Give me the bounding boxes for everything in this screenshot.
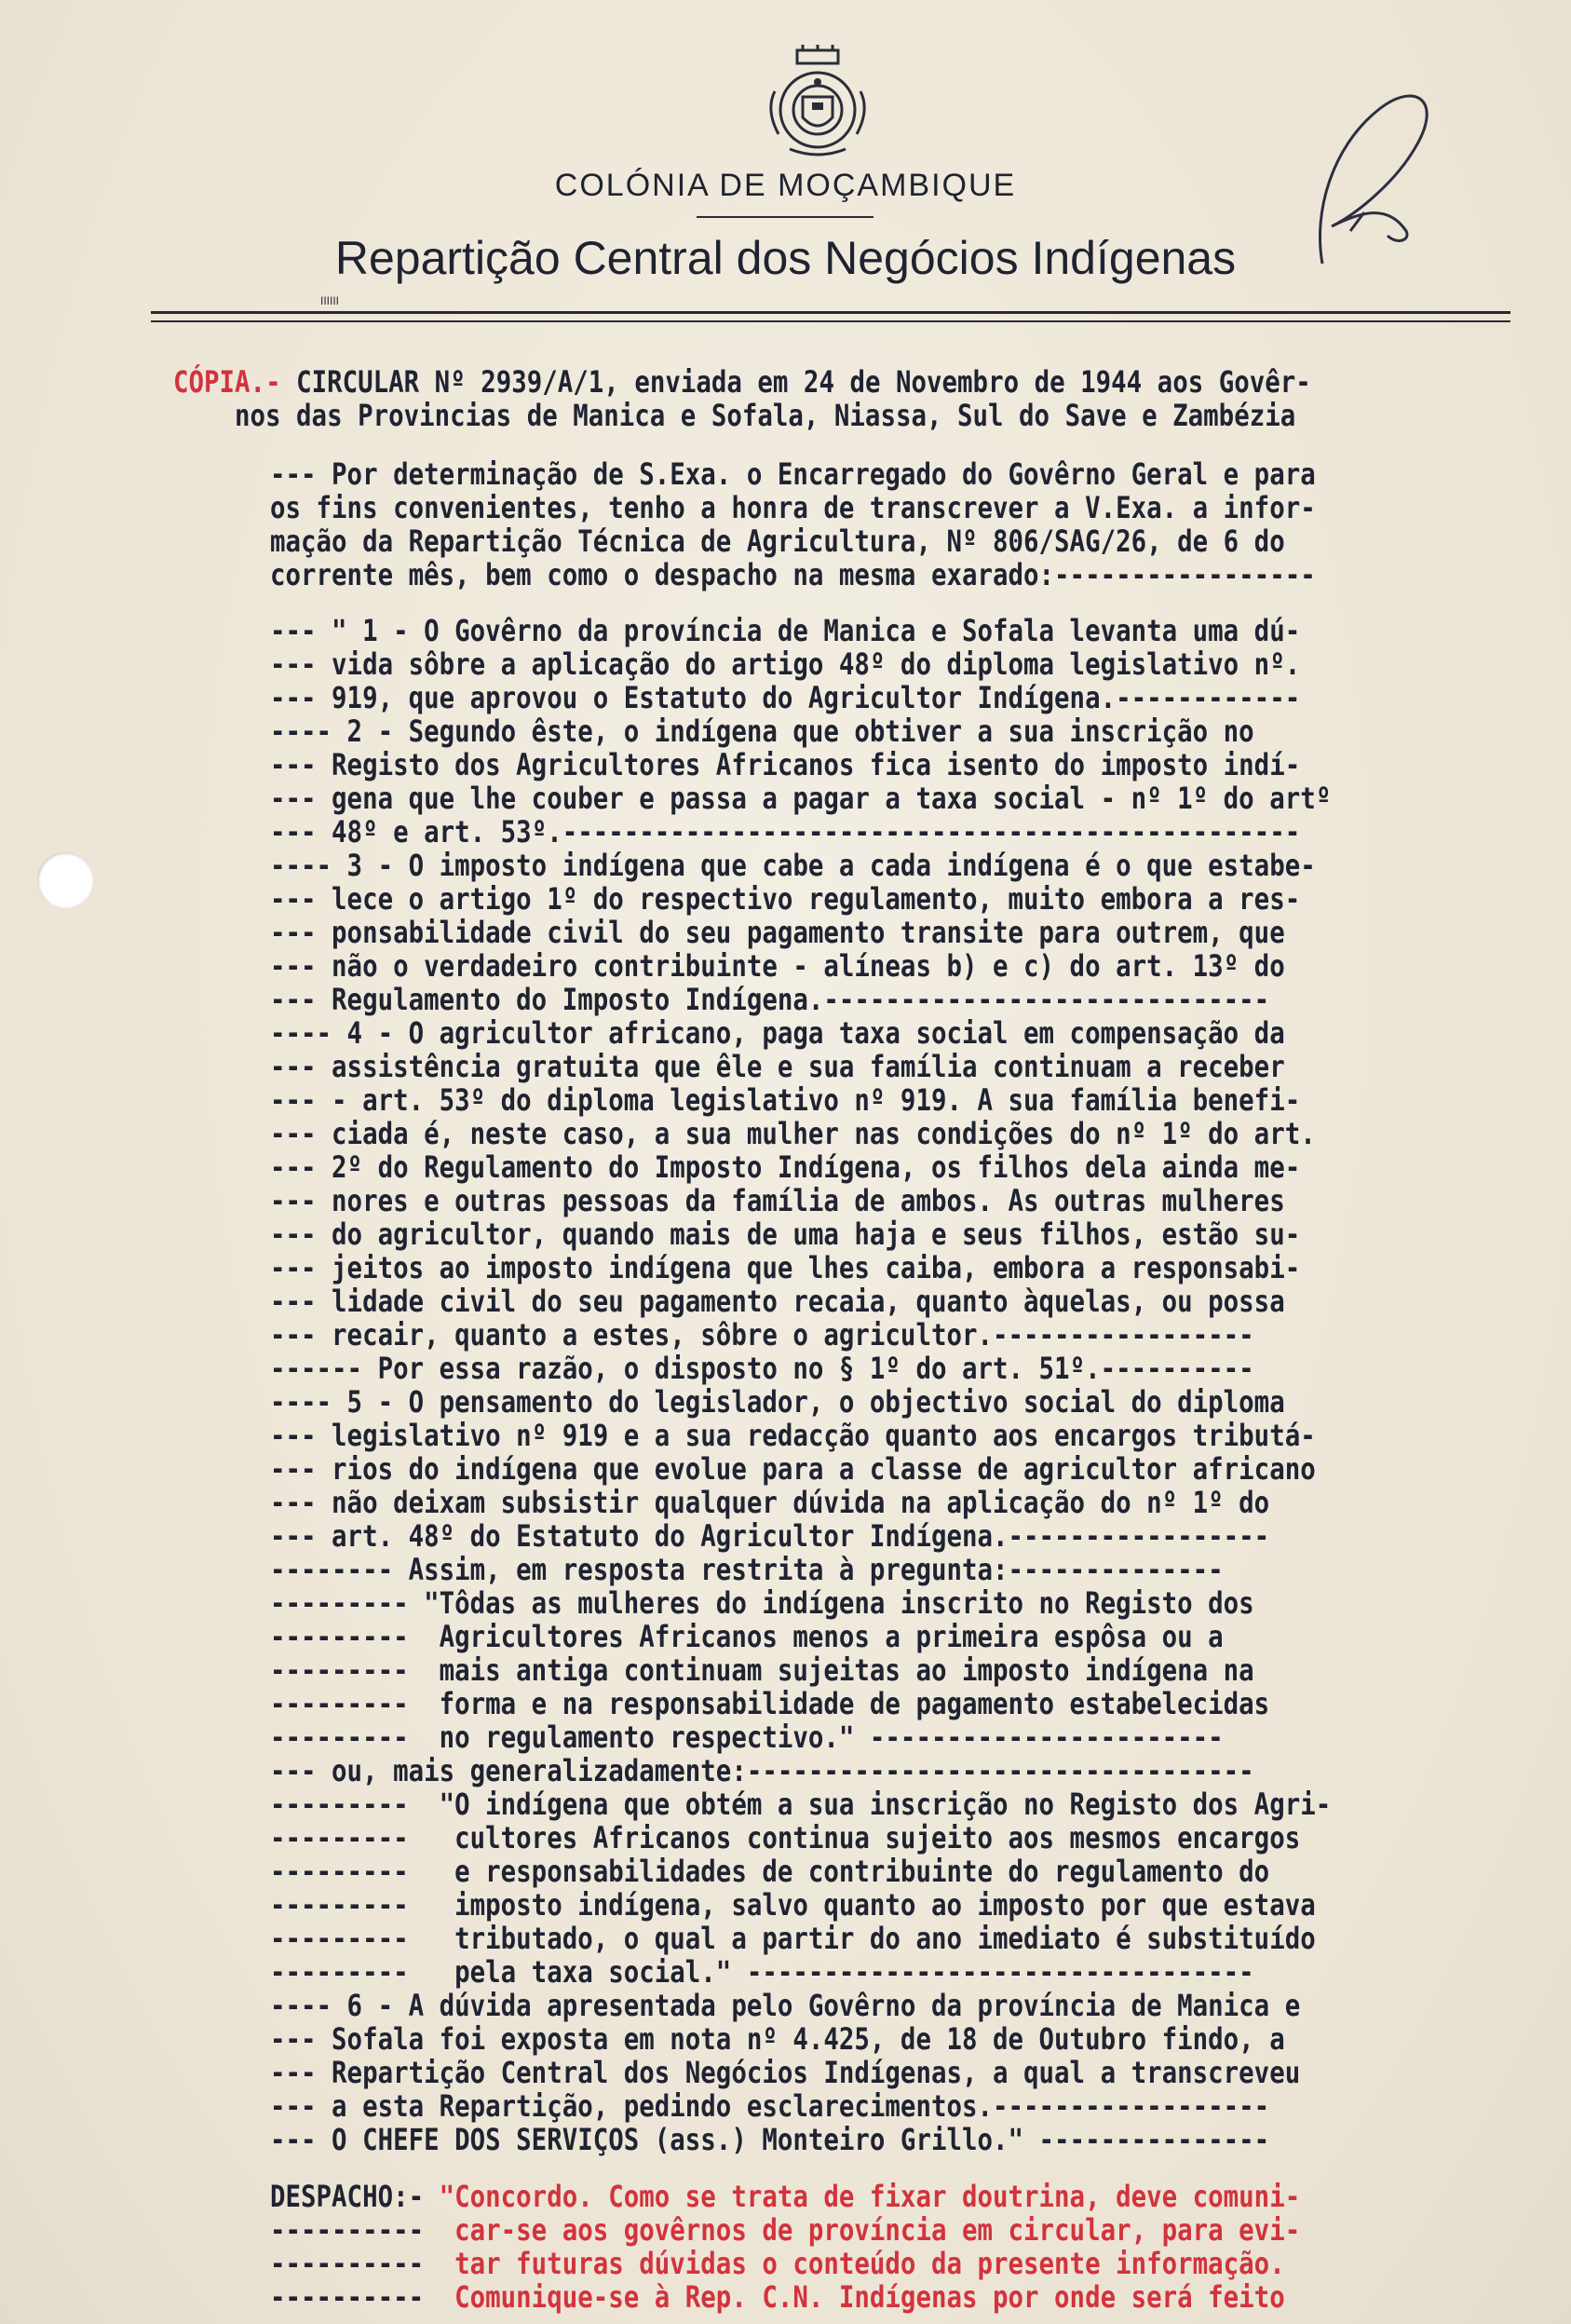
- text-segment: CIRCULAR Nº 2939/A/1, enviada em 24 de Novembro de 1944 aos Govêr-: [296, 364, 1311, 400]
- header-rule-bottom: [151, 320, 1510, 322]
- text-line: [270, 1217, 1300, 1251]
- text-segment: --- jeitos ao imposto indígena que lhes caiba, embora a responsabi-: [270, 1250, 1301, 1285]
- text-line: [270, 1553, 1224, 1586]
- text-segment: --- ponsabilidade civil do seu pagamento transite para outrem, que: [270, 915, 1285, 950]
- text-line: [270, 1586, 1254, 1620]
- text-line: [270, 983, 1269, 1016]
- text-line: [270, 681, 1300, 714]
- text-segment: --- " 1 - O Govêrno da província de Manica e Sofala levanta uma dú-: [270, 613, 1301, 648]
- text-line: [270, 2056, 1300, 2089]
- red-text-segment: tar futuras dúvidas o conteúdo da presente informação.: [454, 2246, 1285, 2281]
- text-segment: --- Por determinação de S.Exa. o Encarregado do Govêrno Geral e para: [270, 456, 1316, 492]
- text-line: [270, 1184, 1285, 1217]
- text-segment: ----------: [270, 2246, 455, 2281]
- text-line: [270, 647, 1300, 681]
- text-segment: --------- "O indígena que obtém a sua inscrição no Registo dos Agri-: [270, 1787, 1332, 1822]
- text-line: [270, 1117, 1316, 1150]
- text-line: [270, 1284, 1285, 1318]
- text-line: [270, 2280, 1285, 2314]
- text-line: [270, 2213, 1300, 2247]
- text-line: [270, 1385, 1285, 1419]
- text-segment: --- lece o artigo 1º do respectivo regulamento, muito embora a res-: [270, 881, 1301, 917]
- red-text-segment: "Concordo. Como se trata de fixar doutrina, deve comuni-: [439, 2179, 1301, 2214]
- text-line: [270, 1620, 1224, 1653]
- text-segment: ------ Por essa razão, o disposto no § 1º do art. 51º.----------: [270, 1351, 1254, 1386]
- text-line: [270, 815, 1300, 849]
- text-line: [270, 1352, 1254, 1385]
- heading-underline: [697, 216, 874, 218]
- text-segment: --------- e responsabilidades de contribuinte do regulamento do: [270, 1854, 1270, 1889]
- text-line: [270, 457, 1316, 491]
- text-line: [270, 1419, 1316, 1452]
- text-line: [270, 2247, 1285, 2280]
- text-line: [270, 524, 1285, 558]
- text-segment: ---- 3 - O imposto indígena que cabe a cada indígena é o que estabe-: [270, 848, 1316, 883]
- text-line: [270, 1251, 1300, 1284]
- text-line: [270, 558, 1316, 591]
- red-text-segment: CÓPIA.-: [173, 364, 297, 400]
- text-segment: --- do agricultor, quando mais de uma haja e seus filhos, estão su-: [270, 1216, 1301, 1252]
- text-segment: --- 48º e art. 53º.------------------------------------------------: [270, 814, 1301, 849]
- text-segment: corrente mês, bem como o despacho na mesma exarado:-----------------: [270, 557, 1316, 592]
- text-line: [270, 1687, 1269, 1720]
- text-line: [270, 916, 1285, 949]
- text-line: [173, 365, 1311, 399]
- text-segment: --------- tributado, o qual a partir do ano imediato é substituído: [270, 1921, 1316, 1956]
- text-segment: --- nores e outras pessoas da família de ambos. As outras mulheres: [270, 1183, 1285, 1218]
- text-line: [270, 1016, 1285, 1050]
- text-segment: --- rios do indígena que evolue para a classe de agricultor africano: [270, 1451, 1316, 1487]
- text-line: [270, 1083, 1300, 1117]
- text-segment: --- lidade civil do seu pagamento recaia, quanto àquelas, ou possa: [270, 1284, 1285, 1319]
- text-segment: --------- forma e na responsabilidade de pagamento estabelecidas: [270, 1686, 1270, 1721]
- text-segment: ---- 2 - Segundo êste, o indígena que obtiver a sua inscrição no: [270, 714, 1254, 749]
- text-segment: --- não deixam subsistir qualquer dúvida na aplicação do nº 1º do: [270, 1485, 1270, 1520]
- text-line: [270, 949, 1285, 983]
- text-line: [270, 781, 1331, 815]
- text-line: [270, 748, 1300, 781]
- text-segment: ----------: [270, 2212, 455, 2248]
- text-segment: --- assistência gratuita que êle e sua família continuam a receber: [270, 1049, 1285, 1084]
- text-segment: --- gena que lhe couber e passa a pagar a taxa social - nº 1º do artº: [270, 781, 1332, 816]
- text-segment: --- Registo dos Agricultores Africanos fica isento do imposto indí-: [270, 747, 1301, 782]
- text-line: [270, 1050, 1285, 1083]
- text-line: [270, 2089, 1269, 2123]
- red-text-segment: Comunique-se à Rep. C.N. Indígenas por onde será feito: [454, 2279, 1285, 2315]
- text-segment: --------- no regulamento respectivo." -----------------------: [270, 1719, 1224, 1755]
- text-line: [270, 2123, 1269, 2156]
- text-line: [270, 1821, 1300, 1855]
- text-line: [270, 1989, 1300, 2022]
- text-segment: DESPACHO:-: [270, 2179, 440, 2214]
- text-line: [270, 849, 1316, 882]
- text-line: [270, 1318, 1254, 1352]
- text-segment: -------- Assim, em resposta restrita à pregunta:--------------: [270, 1552, 1224, 1587]
- text-segment: ---- 4 - O agricultor africano, paga taxa social em compensação da: [270, 1015, 1285, 1051]
- header-rule-top: [151, 311, 1510, 314]
- text-line: [235, 399, 1295, 432]
- text-segment: --- Regulamento do Imposto Indígena.-----------------------------: [270, 982, 1270, 1017]
- text-segment: --------- mais antiga continuam sujeitas ao imposto indígena na: [270, 1652, 1254, 1688]
- text-segment: --- Repartição Central dos Negócios Indígenas, a qual a transcreveu: [270, 2055, 1301, 2090]
- text-segment: --------- "Tôdas as mulheres do indígena inscrito no Registo dos: [270, 1585, 1254, 1621]
- text-segment: ----------: [270, 2279, 455, 2315]
- text-line: [270, 1787, 1331, 1821]
- text-segment: --- O CHEFE DOS SERVIÇOS (ass.) Monteiro Grillo." ---------------: [270, 2122, 1270, 2157]
- text-segment: --------- Agricultores Africanos menos a primeira espôsa ou a: [270, 1619, 1224, 1654]
- red-text-segment: car-se aos govêrnos de província em circular, para evi-: [454, 2212, 1301, 2248]
- text-segment: --- ciada é, neste caso, a sua mulher nas condições do nº 1º do art.: [270, 1116, 1316, 1151]
- text-segment: --- 2º do Regulamento do Imposto Indígena, os filhos dela ainda me-: [270, 1149, 1301, 1185]
- text-segment: --- recair, quanto a estes, sôbre o agricultor.-----------------: [270, 1317, 1254, 1352]
- text-segment: --- - art. 53º do diploma legislativo nº 919. A sua família benefi-: [270, 1082, 1301, 1118]
- text-segment: nos das Provincias de Manica e Sofala, Niassa, Sul do Save e Zambézia: [235, 398, 1296, 433]
- text-segment: --- a esta Repartição, pedindo esclarecimentos.------------------: [270, 2088, 1270, 2124]
- text-line: [270, 614, 1300, 647]
- coat-of-arms-icon: [762, 45, 874, 166]
- text-line: [270, 1486, 1269, 1519]
- text-line: [270, 1955, 1254, 1989]
- text-line: [270, 1519, 1269, 1553]
- text-segment: mação da Repartição Técnica de Agricultura, Nº 806/SAG/26, de 6 do: [270, 523, 1285, 559]
- text-line: [270, 882, 1300, 916]
- punch-hole: [37, 852, 93, 908]
- text-line: [270, 1855, 1269, 1888]
- text-line: [270, 491, 1316, 524]
- department-heading: Repartição Central dos Negócios Indígenas: [334, 232, 1237, 284]
- text-segment: --- legislativo nº 919 e a sua redacção quanto aos encargos tributá-: [270, 1418, 1316, 1453]
- text-segment: --------- imposto indígena, salvo quanto ao imposto por que estava: [270, 1887, 1316, 1923]
- text-segment: --- Sofala foi exposta em nota nº 4.425, de 18 de Outubro findo, a: [270, 2021, 1285, 2057]
- text-segment: ---- 5 - O pensamento do legislador, o objectivo social do diploma: [270, 1384, 1285, 1420]
- text-line: [270, 714, 1254, 748]
- text-line: [270, 1922, 1316, 1955]
- text-line: [270, 1720, 1224, 1754]
- text-line: [270, 1754, 1254, 1787]
- text-segment: --------- pela taxa social." ---------------------------------: [270, 1954, 1254, 1990]
- text-line: [270, 1452, 1316, 1486]
- text-segment: --- ou, mais generalizadamente:---------------------------------: [270, 1753, 1254, 1788]
- printer-mark: IIIIII: [320, 294, 340, 307]
- text-segment: --- vida sôbre a aplicação do artigo 48º do diploma legislativo nº.: [270, 646, 1301, 682]
- text-segment: ---- 6 - A dúvida apresentada pelo Govêrno da província de Manica e: [270, 1988, 1301, 2023]
- text-segment: os fins convenientes, tenho a honra de transcrever a V.Exa. a infor-: [270, 490, 1316, 525]
- text-line: [270, 2022, 1285, 2056]
- text-line: [270, 2180, 1300, 2213]
- text-line: [270, 1888, 1316, 1922]
- text-segment: --- não o verdadeiro contribuinte - alíneas b) e c) do art. 13º do: [270, 948, 1285, 984]
- colony-heading: COLÓNIA DE MOÇAMBIQUE: [554, 168, 1017, 203]
- text-segment: --- art. 48º do Estatuto do Agricultor Indígena.-----------------: [270, 1518, 1270, 1554]
- text-line: [270, 1653, 1254, 1687]
- text-segment: --------- cultores Africanos continua sujeito aos mesmos encargos: [270, 1820, 1301, 1855]
- text-line: [270, 1150, 1300, 1184]
- text-segment: --- 919, que aprovou o Estatuto do Agricultor Indígena.------------: [270, 680, 1301, 715]
